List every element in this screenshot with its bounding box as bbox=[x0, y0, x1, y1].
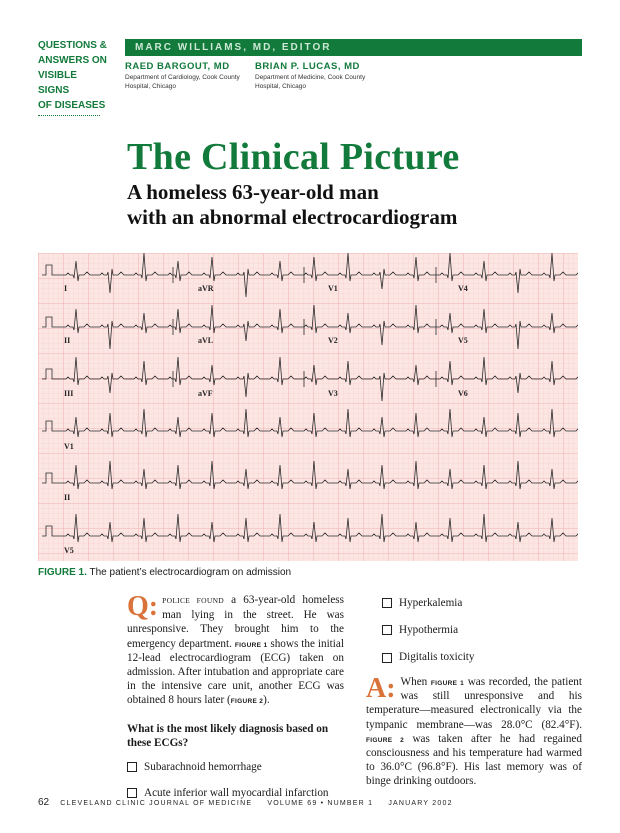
lead-label: II bbox=[64, 336, 71, 345]
option-label: Hyperkalemia bbox=[399, 597, 463, 609]
section-label-line: QUESTIONS & bbox=[38, 40, 107, 51]
question-text: shows the initial 12-lead electrocardiogram (ECG) taken on admission. After intubation and appropriate care in the intensive care unit, another ECG was obtained 8 hours later ( bbox=[127, 637, 344, 707]
author-name: BRIAN P. LUCAS, MD bbox=[255, 61, 360, 72]
figure-reference: FIGURE 1 bbox=[430, 680, 465, 687]
answer-drop-cap: A: bbox=[366, 673, 396, 704]
option-label: Acute inferior wall myocardial infarction bbox=[144, 787, 329, 800]
figure-reference: FIGURE 2 bbox=[366, 736, 405, 744]
answer-option[interactable] bbox=[382, 623, 582, 637]
figure-label: FIGURE 1. bbox=[38, 567, 87, 578]
page-subtitle bbox=[127, 180, 547, 230]
lead-label: V1 bbox=[328, 284, 338, 293]
editor-bar bbox=[125, 39, 582, 56]
section-label-line: ANSWERS ON bbox=[38, 55, 107, 66]
section-label-line: VISIBLE SIGNS bbox=[38, 70, 77, 96]
author-2 bbox=[255, 61, 380, 91]
lead-label: aVL bbox=[198, 336, 214, 345]
lead-label: V1 bbox=[64, 442, 74, 451]
lead-label: V5 bbox=[458, 336, 468, 345]
lead-label: V3 bbox=[328, 389, 338, 398]
lead-label: V4 bbox=[458, 284, 468, 293]
journal-volume: VOLUME 69 • NUMBER 1 bbox=[267, 800, 374, 807]
figure-reference: FIGURE 1 bbox=[234, 641, 268, 649]
lead-label: III bbox=[64, 389, 74, 398]
question-smallcaps: POLICE FOUND bbox=[162, 596, 225, 605]
answer-text: was taken after he had regained consciousness and his temperature had warmed to 36.0°C (96.8°F). His last memory was of binge drinking outdoors. bbox=[366, 732, 582, 788]
answer-option[interactable] bbox=[382, 596, 582, 610]
answer-text: was recorded, the patient was still unresponsive and his temperature—measured electronically via the tympanic membrane—was 28.0°C (82.4°F). bbox=[366, 676, 582, 731]
lead-label: V2 bbox=[328, 336, 338, 345]
question-text: a 63-year-old homeless man lying in the street. He was unresponsive. They brought him to the emergency department. bbox=[127, 594, 344, 650]
option-label: Hypothermia bbox=[399, 624, 459, 637]
subtitle-line: A homeless 63-year-old man bbox=[127, 180, 379, 204]
lead-label: I bbox=[64, 284, 68, 293]
lead-label: aVR bbox=[198, 284, 214, 293]
page-footer bbox=[38, 797, 453, 808]
subtitle-line: with an abnormal electrocardiogram bbox=[127, 205, 458, 229]
options-column bbox=[382, 596, 582, 665]
section-label-line: OF DISEASES bbox=[38, 100, 106, 111]
question-column bbox=[127, 593, 344, 800]
question-drop-cap: Q: bbox=[127, 591, 159, 622]
page-title: The Clinical Picture bbox=[127, 136, 460, 178]
author-name: RAED BARGOUT, MD bbox=[125, 61, 230, 72]
checkbox-icon[interactable] bbox=[127, 762, 137, 772]
ecg-figure bbox=[38, 253, 578, 561]
figure-reference: FIGURE 2 bbox=[230, 698, 264, 706]
editor-name: MARC WILLIAMS, MD, EDITOR bbox=[135, 42, 332, 53]
lead-label: V6 bbox=[458, 389, 468, 398]
answer-paragraph bbox=[366, 675, 582, 789]
lead-label: V5 bbox=[64, 546, 74, 555]
checkbox-icon[interactable] bbox=[382, 598, 392, 608]
option-label: Subarachnoid hemorrhage bbox=[144, 761, 262, 774]
section-label bbox=[38, 38, 110, 116]
lead-label: aVF bbox=[198, 389, 213, 398]
author-affiliation: Department of Cardiology, Cook County Hospital, Chicago bbox=[125, 74, 240, 90]
dotted-divider bbox=[38, 115, 100, 116]
figure-caption-text: The patient’s electrocardiogram on admission bbox=[89, 567, 292, 578]
checkbox-icon[interactable] bbox=[382, 625, 392, 635]
option-label: Digitalis toxicity bbox=[399, 651, 475, 664]
question-prompt: What is the most likely diagnosis based on these ECGs? bbox=[127, 722, 329, 749]
figure-caption bbox=[38, 566, 291, 579]
answer-text: When bbox=[400, 676, 431, 688]
question-text: ). bbox=[263, 694, 270, 707]
checkbox-icon[interactable] bbox=[382, 653, 392, 663]
author-affiliation: Department of Medicine, Cook County Hospital, Chicago bbox=[255, 74, 366, 90]
author-1 bbox=[125, 61, 250, 91]
journal-date: JANUARY 2002 bbox=[388, 800, 453, 807]
answer-option[interactable] bbox=[127, 760, 344, 774]
answer-option[interactable] bbox=[382, 650, 582, 664]
journal-name: CLEVELAND CLINIC JOURNAL OF MEDICINE bbox=[60, 800, 253, 807]
lead-label: II bbox=[64, 493, 71, 502]
page-number: 62 bbox=[38, 797, 50, 808]
